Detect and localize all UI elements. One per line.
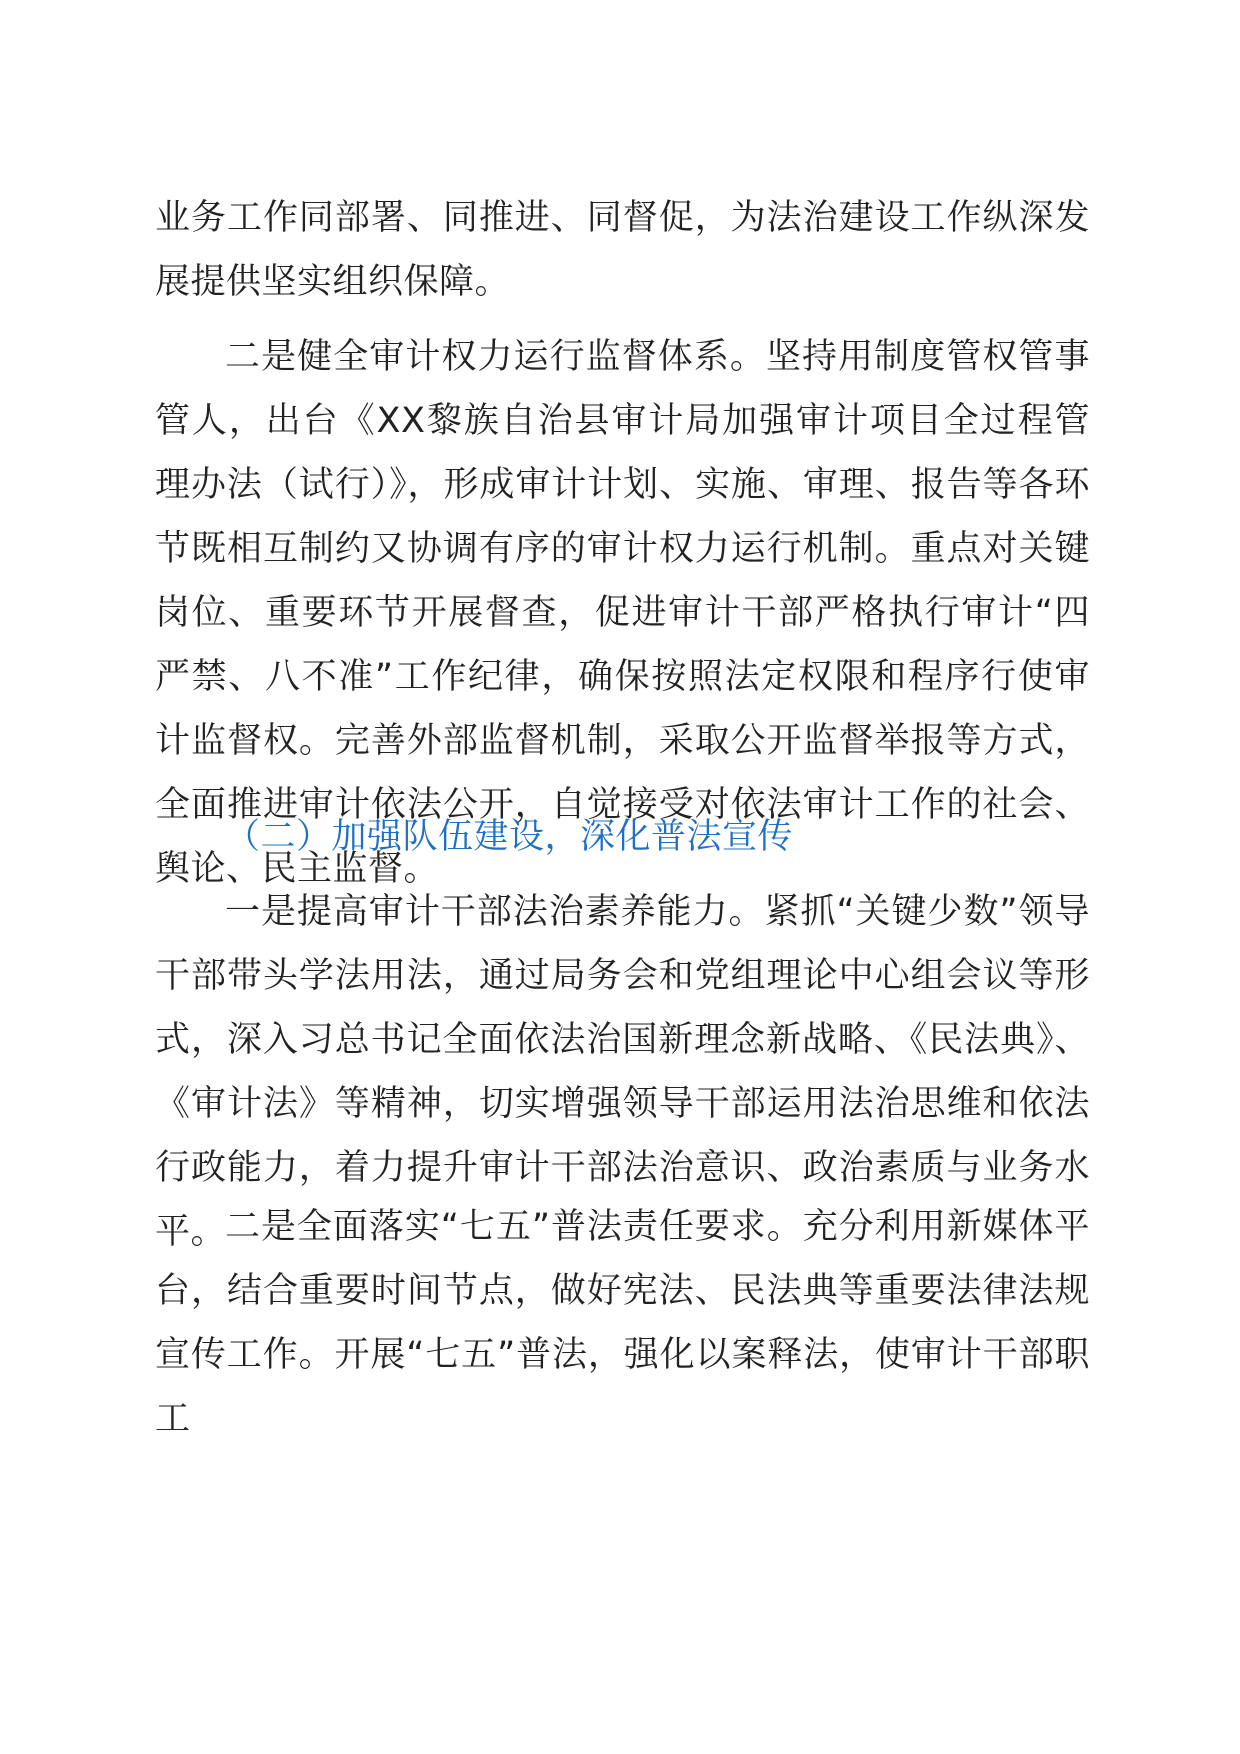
- paragraph-law-popularization: 二是全面落实“七五”普法责任要求。充分利用新媒体平台，结合重要时间节点，做好宪法、民法典等重要法律法规宣传工作。开展“七五”普法，强化以案释法，使审计干部职工: [155, 1207, 1090, 1439]
- paragraph-audit-power-supervision: 二是健全审计权力运行监督体系。坚持用制度管权管事管人，出台《XX黎族自治县审计局加强审计项目全过程管理办法（试行）》，形成审计计划、实施、审理、报告等各环节既相互制约又协调有序的审计权力运行机制。重点对关键岗位、重要环节开展督查，促进审计干部严格执行审计“四严禁、八不准”工作纪律，确保按照法定权限和程序行使审计监督权。完善外部监督机制，采取公开监督举报等方式，全面推进审计依法公开，自觉接受对依法审计工作的社会、舆论、民主监督。: [155, 337, 1090, 889]
- paragraph-legal-literacy: 一是提高审计干部法治素养能力。紧抓“关键少数”领导干部带头学法用法，通过局务会和党组理论中心组会议等形式，深入习总书记全面依法治国新理念新战略、《民法典》、《审计法》等精神，切实增强领导干部运用法治思维和依法行政能力，着力提升审计干部法治意识、政治素质与业务水平。: [155, 892, 1090, 1252]
- section-heading: （二）加强队伍建设，深化普法宣传: [225, 817, 794, 857]
- paragraph-continuation: 业务工作同部署、同推进、同督促，为法治建设工作纵深发展提供坚实组织保障。: [155, 198, 1090, 302]
